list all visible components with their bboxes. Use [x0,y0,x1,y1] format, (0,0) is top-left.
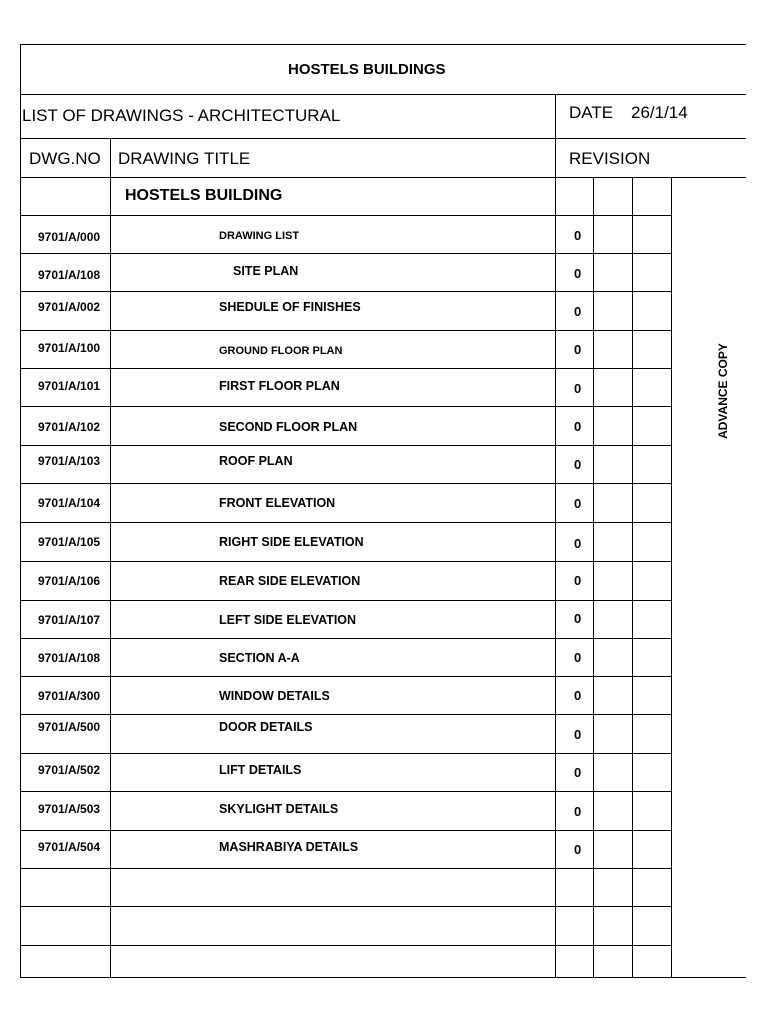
grid-line [20,330,671,331]
row-drawing-title: SKYLIGHT DETAILS [219,802,339,816]
row-dwg-no: 9701/A/300 [38,689,101,703]
row-revision: 0 [574,842,582,857]
row-dwg-no: 9701/A/106 [38,574,101,588]
row-revision: 0 [574,765,582,780]
row-dwg-no: 9701/A/502 [38,763,101,777]
grid-line [20,406,671,407]
grid-line [20,138,746,139]
row-drawing-title: SHEDULE OF FINISHES [219,300,361,314]
row-revision: 0 [574,419,582,434]
col-header-dwg-no: DWG.NO [29,149,101,168]
col-header-drawing-title: DRAWING TITLE [118,149,251,168]
row-drawing-title: FIRST FLOOR PLAN [219,379,340,393]
row-revision: 0 [574,573,582,588]
section-title: HOSTELS BUILDING [125,187,283,204]
row-dwg-no: 9701/A/107 [38,613,101,627]
row-revision: 0 [574,536,582,551]
grid-line [20,906,671,907]
row-revision: 0 [574,304,582,319]
row-drawing-title: ROOF PLAN [219,454,293,468]
row-drawing-title: DRAWING LIST [219,230,300,242]
grid-line [20,977,746,978]
row-dwg-no: 9701/A/102 [38,420,101,434]
advance-copy-stamp: ADVANCE COPY [716,343,730,439]
grid-line [20,522,671,523]
row-dwg-no: 9701/A/504 [38,840,101,854]
row-revision: 0 [574,457,582,472]
row-drawing-title: LEFT SIDE ELEVATION [219,613,357,627]
grid-line [555,94,556,978]
row-drawing-title: FRONT ELEVATION [219,496,336,510]
grid-line [632,177,633,978]
row-dwg-no: 9701/A/103 [38,454,101,468]
grid-line [20,44,746,45]
grid-line [20,215,671,216]
row-revision: 0 [574,496,582,511]
grid-line [20,94,746,95]
row-revision: 0 [574,688,582,703]
row-revision: 0 [574,727,582,742]
row-dwg-no: 9701/A/000 [38,230,101,244]
row-drawing-title: SECOND FLOOR PLAN [219,420,358,434]
row-drawing-title: SITE PLAN [233,264,299,278]
row-dwg-no: 9701/A/108 [38,268,101,282]
grid-line [20,177,746,178]
grid-line [671,177,672,978]
row-dwg-no: 9701/A/108 [38,651,101,665]
grid-line [20,483,671,484]
row-drawing-title: SECTION A-A [219,651,300,665]
row-drawing-title: DOOR DETAILS [219,720,313,734]
grid-line [593,177,594,978]
row-dwg-no: 9701/A/104 [38,496,101,510]
list-label: LIST OF DRAWINGS - ARCHITECTURAL [22,106,341,125]
grid-line [20,561,671,562]
row-revision: 0 [574,342,582,357]
grid-line [20,368,671,369]
row-dwg-no: 9701/A/503 [38,802,101,816]
date-label: DATE [569,103,614,122]
grid-line [20,945,671,946]
row-drawing-title: REAR SIDE ELEVATION [219,574,361,588]
grid-line [20,676,671,677]
row-dwg-no: 9701/A/101 [38,379,101,393]
row-revision: 0 [574,611,582,626]
row-drawing-title: WINDOW DETAILS [219,689,330,703]
grid-line [20,638,671,639]
row-drawing-title: RIGHT SIDE ELEVATION [219,535,364,549]
sheet-title: HOSTELS BUILDINGS [288,61,446,78]
grid-line [20,714,671,715]
grid-line [20,830,671,831]
grid-line [20,600,671,601]
row-drawing-title: LIFT DETAILS [219,763,302,777]
grid-line [20,44,21,978]
grid-line [20,753,671,754]
row-drawing-title: MASHRABIYA DETAILS [219,840,359,854]
row-revision: 0 [574,228,582,243]
row-dwg-no: 9701/A/105 [38,535,101,549]
row-drawing-title: GROUND FLOOR PLAN [219,345,343,357]
row-revision: 0 [574,650,582,665]
grid-line [110,138,111,978]
row-dwg-no: 9701/A/500 [38,720,101,734]
grid-line [20,868,671,869]
date-value: 26/1/14 [631,103,688,122]
grid-line [20,791,671,792]
grid-line [20,445,671,446]
row-dwg-no: 9701/A/100 [38,341,101,355]
grid-line [20,291,671,292]
row-revision: 0 [574,804,582,819]
row-revision: 0 [574,266,582,281]
row-revision: 0 [574,381,582,396]
grid-line [20,253,671,254]
row-dwg-no: 9701/A/002 [38,300,101,314]
col-header-revision: REVISION [569,149,651,168]
